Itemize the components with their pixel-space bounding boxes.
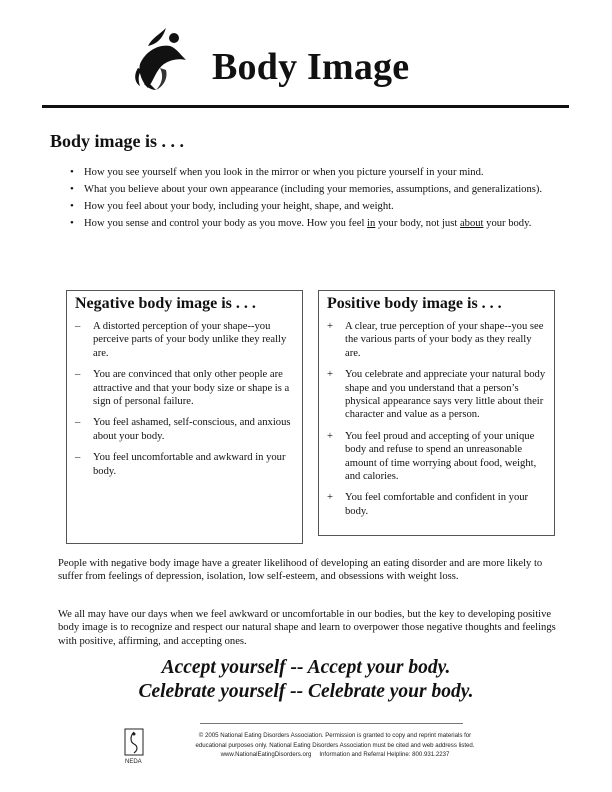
slogan-line-2: Celebrate yourself -- Celebrate your body.: [138, 681, 474, 702]
svg-text:NEDA: NEDA: [125, 759, 142, 765]
negative-list: [75, 320, 295, 486]
paragraph-negative-risks: People with negative body image have a greater likelihood of developing an eating disorder and are more likely to suffer from feelings of depression, isolation, low self-esteem, and obsessions with weight loss.: [58, 558, 543, 583]
negative-item: – You are convinced that only other people are attractive and that your body size or shape is a sign of personal failure.: [75, 369, 290, 408]
footer-copyright: © 2005 National Eating Disorders Association. Permission is granted to copy and reprint materials for: [198, 732, 472, 739]
slogan-line-1: Accept yourself -- Accept your body.: [161, 657, 451, 678]
positive-heading: Positive body image is . . .: [327, 295, 502, 312]
footer-permission: educational purposes only. National Eating Disorders Association must be cited and web address listed.: [195, 741, 475, 749]
minus-marker: –: [75, 452, 81, 464]
underlined-word-about: about: [459, 218, 484, 229]
negative-heading: Negative body image is . . .: [75, 295, 256, 312]
footer-helpline: Information and Referral Helpline: 800.931.2237: [319, 751, 450, 759]
paragraph-positive-key: We all may have our days when we feel awkward or uncomfortable in our bodies, but the key to developing positive body image is to recognize and respect our natural shape and learn to overpower those negative thoughts and feelings with positive, affirming, and accepting ones.: [58, 609, 556, 647]
minus-marker: –: [75, 321, 81, 332]
header-rule: [42, 105, 569, 108]
positive-item: + A clear, true perception of your shape--you see the various parts of your body as they really are.: [327, 321, 544, 359]
positive-item: + You feel proud and accepting of your unique body and refuse to spend an unreasonable amount of time worrying about food, weight, and calories.: [327, 430, 537, 483]
intro-heading: Body image is . . .: [50, 131, 185, 151]
underlined-word-in: in: [367, 218, 376, 229]
intro-item: • How you feel about your body, including your height, shape, and weight.: [84, 200, 554, 213]
positive-item: + You feel comfortable and confident in your body.: [327, 492, 529, 517]
negative-item: – You feel uncomfortable and awkward in your body.: [75, 452, 286, 477]
plus-marker: +: [327, 369, 333, 381]
negative-body-image-box: [66, 290, 303, 544]
footer-contact-line: [160, 750, 510, 760]
positive-list: [327, 320, 547, 526]
footer-text: [160, 731, 510, 760]
plus-marker: +: [327, 430, 333, 442]
negative-item: – A distorted perception of your shape--you perceive parts of your body unlike they really are.: [75, 321, 287, 359]
page-title: Body Image: [212, 46, 410, 88]
positive-item: + You celebrate and appreciate your natural body shape and you understand that a person’s physical appearance says very little about their character and value as a person.: [327, 369, 546, 421]
footer-rule: [200, 723, 463, 724]
plus-marker: +: [327, 321, 333, 332]
minus-marker: –: [75, 417, 81, 429]
negative-item: – You feel ashamed, self-conscious, and anxious about your body.: [75, 417, 291, 442]
neda-logo-icon: [124, 728, 150, 766]
intro-list: [84, 166, 554, 234]
minus-marker: –: [75, 369, 81, 381]
intro-item: • How you sense and control your body as you move. How you feel in your body, not just about your body.: [84, 217, 554, 230]
footer-website-link[interactable]: www.NationalEatingDisorders.org: [220, 751, 312, 759]
positive-body-image-box: [318, 290, 555, 536]
intro-item: • How you see yourself when you look in the mirror or when you picture yourself in your mind.: [84, 166, 554, 179]
intro-item: • What you believe about your own appearance (including your memories, assumptions, and generalizations).: [84, 183, 554, 196]
dancer-figure-icon: [130, 24, 192, 94]
plus-marker: +: [327, 492, 333, 504]
